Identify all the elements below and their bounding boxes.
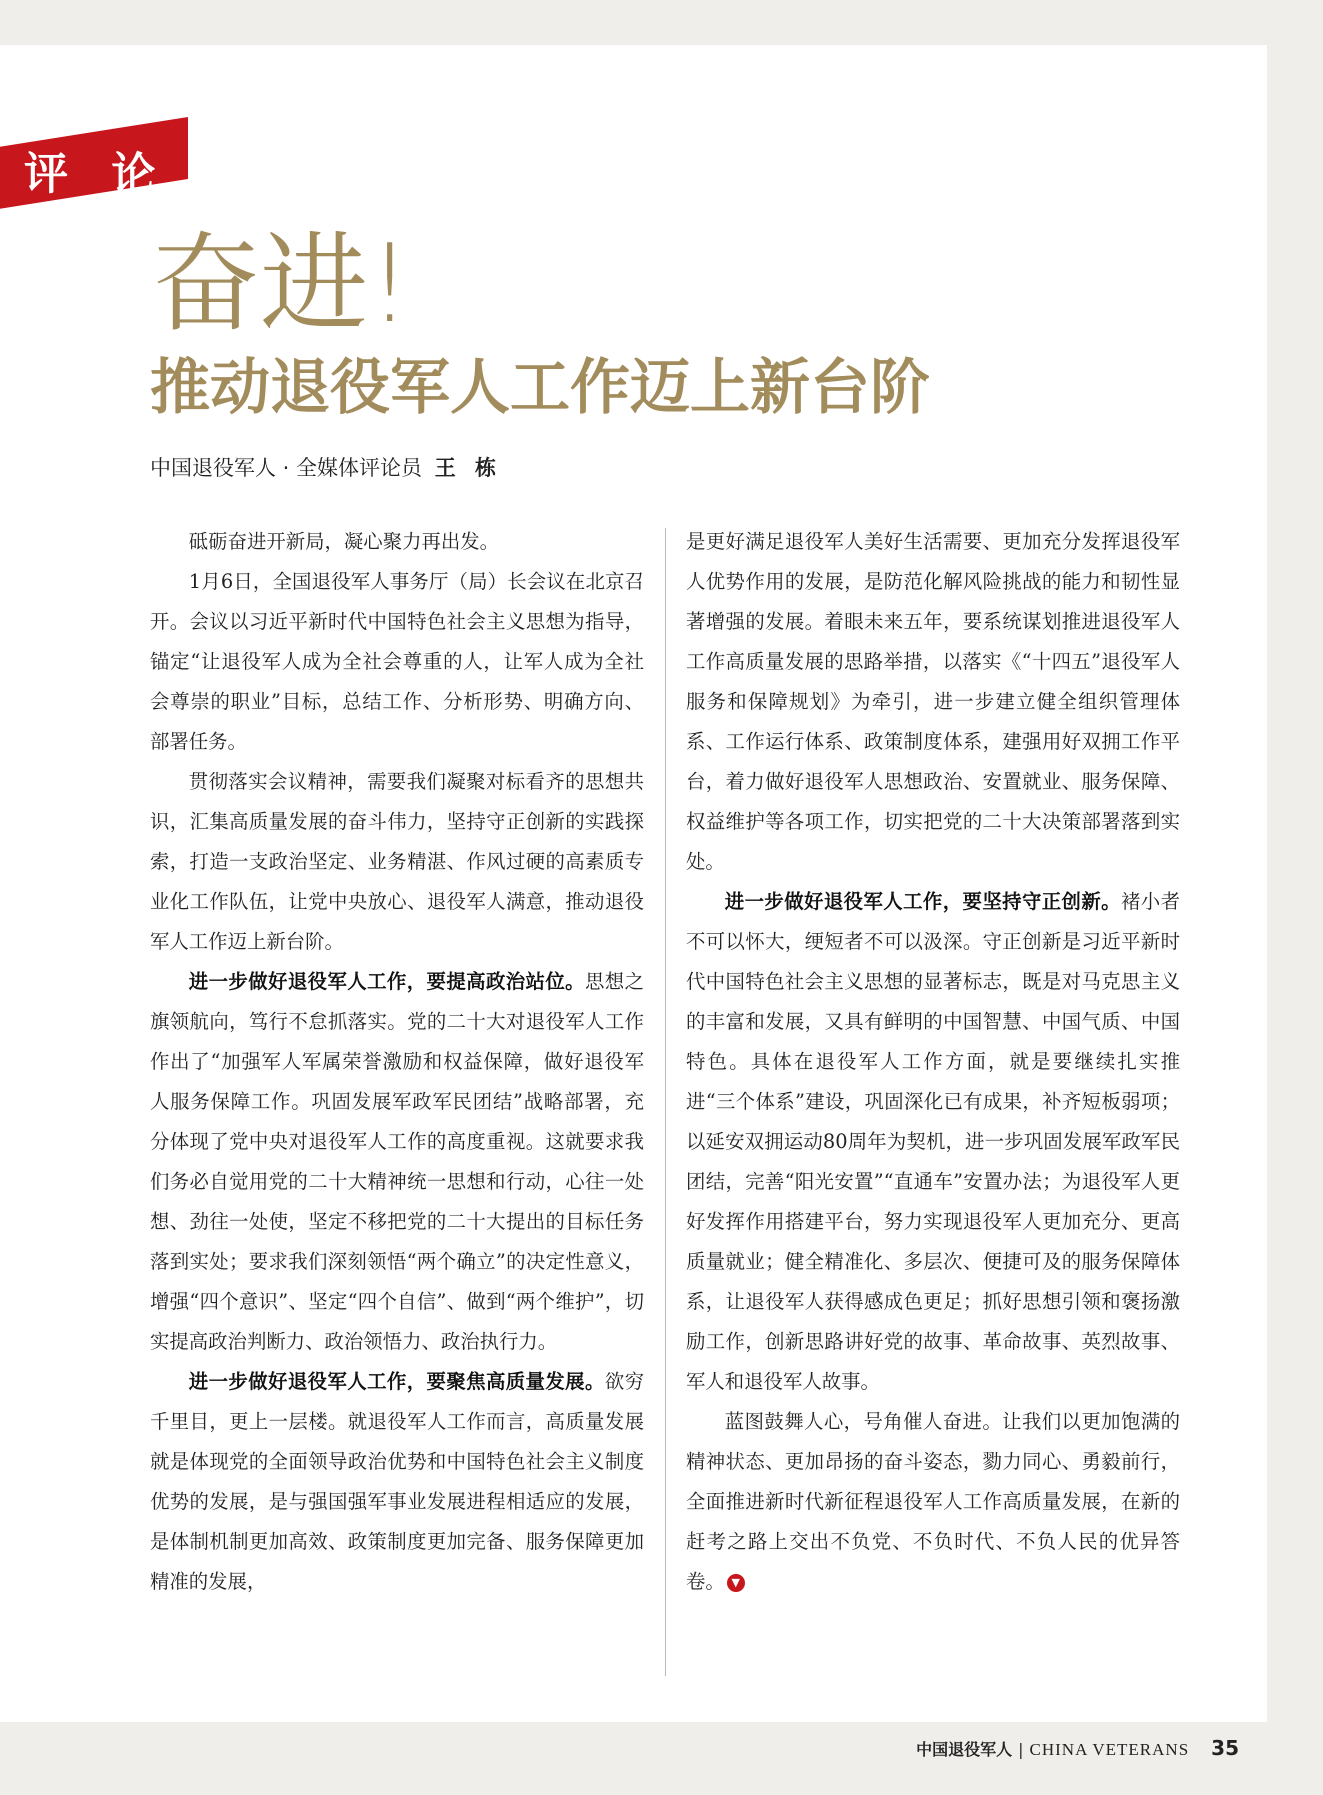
section-body: 褚小者不可以怀大，绠短者不可以汲深。守正创新是习近平新时代中国特色社会主义思想的显著标志，既是对马克思主义的丰富和发展，又具有鲜明的中国智慧、中国气质、中国特色。具体在退役军人工作方面，就是要继续扎实推进“三个体系”建设，巩固深化已有成果，补齐短板弱项；以延安双拥运动80周年为契机，进一步巩固发展军政军民团结，完善“阳光安置”“直通车”安置办法；为退役军人更好发挥作用搭建平台，努力实现退役军人更加充分、更高质量就业；健全精准化、多层次、便捷可及的服务保障体系，让退役军人获得感成色更足；抓好思想引领和褒扬激励工作，创新思路讲好党的故事、革命故事、英烈故事、军人和退役军人故事。 — [686, 890, 1181, 1393]
section-tag-label: 评 论 — [24, 148, 170, 200]
byline — [150, 453, 502, 483]
veterans-logo-icon: ▼ — [727, 1574, 745, 1592]
section-lead: 进一步做好退役军人工作，要聚焦高质量发展。 — [188, 1370, 605, 1393]
article-column-left — [150, 522, 644, 1602]
byline-outlet: 中国退役军人 · 全媒体评论员 — [150, 456, 423, 480]
footer-publication: 中国退役军人 — [916, 1740, 1013, 1759]
article-paragraph — [150, 962, 644, 1362]
footer-separator: | — [1018, 1740, 1024, 1759]
article-paragraph: 1月6日，全国退役军人事务厅（局）长会议在北京召开。会议以习近平新时代中国特色社会主义思想为指导，锚定“让退役军人成为全社会尊重的人，让军人成为全社会尊崇的职业”目标，总结工作、分析形势、明确方向、部署任务。 — [150, 570, 644, 753]
section-body: 欲穷千里目，更上一层楼。就退役军人工作而言，高质量发展就是体现党的全面领导政治优势和中国特色社会主义制度优势的发展，是与强国强军事业发展进程相适应的发展，是体制机制更加高效、政策制度更加完备、服务保障更加精准的发展， — [150, 1370, 645, 1593]
page-footer — [916, 1736, 1239, 1762]
closing-text: 蓝图鼓舞人心，号角催人奋进。让我们以更加饱满的精神状态、更加昂扬的奋斗姿态，勠力同心、勇毅前行，全面推进新时代新征程退役军人工作高质量发展，在新的赶考之路上交出不负党、不负时代、不负人民的优异答卷。 — [686, 1410, 1180, 1593]
article-paragraph: 是更好满足退役军人美好生活需要、更加充分发挥退役军人优势作用的发展，是防范化解风险挑战的能力和韧性显著增强的发展。着眼未来五年，要系统谋划推进退役军人工作高质量发展的思路举措，以落实《“十四五”退役军人服务和保障规划》为牵引，进一步建立健全组织管理体系、工作运行体系、政策制度体系，建强用好双拥工作平台，着力做好退役军人思想政治、安置就业、服务保障、权益维护等各项工作，切实把党的二十大决策部署落到实处。 — [686, 530, 1180, 873]
footer-english-title: CHINA VETERANS — [1029, 1740, 1190, 1759]
article-column-right — [686, 522, 1180, 1602]
section-lead: 进一步做好退役军人工作，要提高政治站位。 — [188, 970, 585, 993]
article-paragraph — [686, 1402, 1180, 1602]
section-lead: 进一步做好退役军人工作，要坚持守正创新。 — [724, 890, 1121, 913]
headline: 奋进! — [152, 222, 412, 347]
article-paragraph: 贯彻落实会议精神，需要我们凝聚对标看齐的思想共识，汇集高质量发展的奋斗伟力，坚持守正创新的实践探索，打造一支政治坚定、业务精湛、作风过硬的高素质专业化工作队伍，让党中央放心、退役军人满意，推动退役军人工作迈上新台阶。 — [150, 770, 644, 953]
byline-author: 王 栋 — [434, 456, 503, 480]
article-paragraph — [150, 1362, 644, 1602]
subheadline: 推动退役军人工作迈上新台阶 — [150, 353, 930, 423]
column-divider — [665, 528, 666, 1676]
article-paragraph: 砥砺奋进开新局，凝心聚力再出发。 — [188, 530, 500, 553]
page-number: 35 — [1211, 1736, 1239, 1760]
section-body: 思想之旗领航向，笃行不怠抓落实。党的二十大对退役军人工作作出了“加强军人军属荣誉激励和权益保障，做好退役军人服务保障工作。巩固发展军政军民团结”战略部署，充分体现了党中央对退役军人工作的高度重视。这就要求我们务必自觉用党的二十大精神统一思想和行动，心往一处想、劲往一处使，坚定不移把党的二十大提出的目标任务落到实处；要求我们深刻领悟“两个确立”的决定性意义，增强“四个意识”、坚定“四个自信”、做到“两个维护”，切实提高政治判断力、政治领悟力、政治执行力。 — [150, 970, 645, 1353]
article-paragraph — [686, 882, 1180, 1402]
